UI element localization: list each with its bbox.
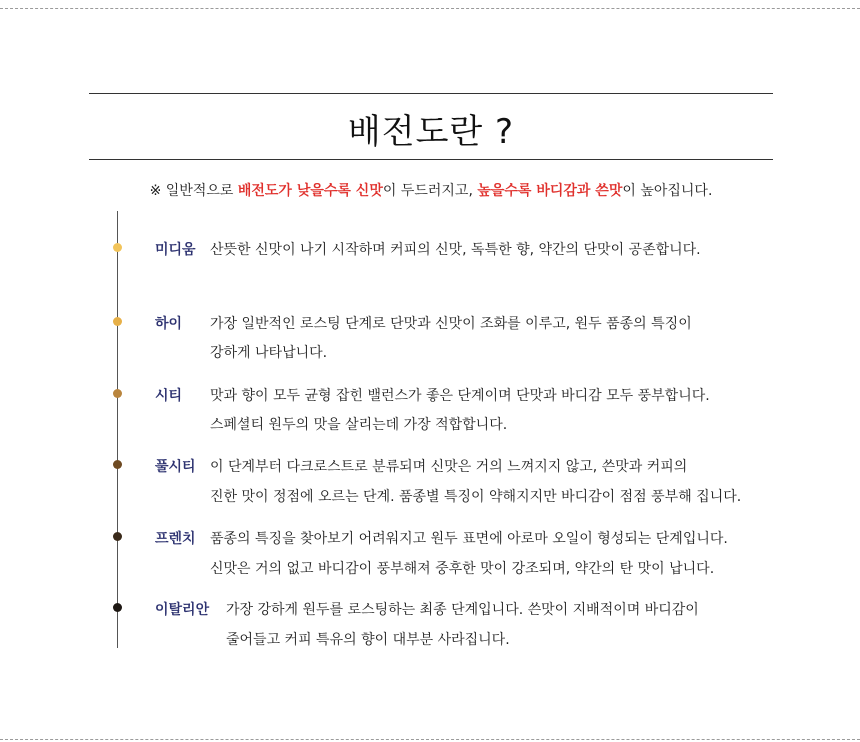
timeline-dot: [113, 243, 122, 252]
level-desc-line: 이 단계부터 다크로스트로 분류되며 신맛은 거의 느껴지지 않고, 쓴맛과 커피의: [210, 459, 688, 475]
level-desc-line: 강하게 나타납니다.: [210, 345, 328, 361]
timeline-dot: [113, 317, 122, 326]
level-desc-line: 신맛은 거의 없고 바디감이 풍부해져 중후한 맛이 강조되며, 약간의 탄 맛이 납니다.: [210, 561, 715, 577]
timeline-dot: [113, 460, 122, 469]
level-name: 하이: [155, 316, 183, 332]
note-highlight-low: 배전도가 낮을수록 신맛: [237, 183, 383, 199]
level-desc-line: 스페셜티 원두의 맛을 살리는데 가장 적합합니다.: [210, 417, 508, 433]
level-name: 미디움: [155, 242, 196, 258]
title-top-rule: [89, 93, 773, 94]
level-desc-line: 맛과 향이 모두 균형 잡힌 밸런스가 좋은 단계이며 단맛과 바디감 모두 풍부합니다.: [210, 388, 710, 404]
level-desc-line: 줄어들고 커피 특유의 향이 대부분 사라집니다.: [226, 632, 510, 648]
bottom-dashed-border: [0, 739, 860, 740]
level-desc-line: 진한 맛이 정점에 오르는 단계. 품종별 특징이 약해지지만 바디감이 점점 풍부해 집니다.: [210, 489, 742, 505]
timeline-line: [117, 211, 118, 648]
level-desc-line: 산뜻한 신맛이 나기 시작하며 커피의 신맛, 독특한 향, 약간의 단맛이 공존합니다.: [210, 242, 701, 258]
page-title: 배전도란 ?: [347, 112, 515, 152]
timeline-dot: [113, 532, 122, 541]
timeline-dot: [113, 389, 122, 398]
note-highlight-high: 높을수록 바디감과 쓴맛: [477, 183, 623, 199]
level-name: 이탈리안: [155, 602, 210, 618]
level-desc-line: 가장 일반적인 로스팅 단계로 단맛과 신맛이 조화를 이루고, 원두 품종의 특징이: [210, 316, 692, 332]
timeline-dot: [113, 603, 122, 612]
top-dashed-border: [0, 8, 860, 9]
level-desc-line: 품종의 특징을 찾아보기 어려워지고 원두 표면에 아로마 오일이 형성되는 단계입니다.: [210, 531, 728, 547]
note-mid: 이 두드러지고,: [382, 183, 478, 199]
level-name: 시티: [155, 388, 183, 404]
level-name: 프렌치: [155, 531, 196, 547]
note-suffix: 이 높아집니다.: [622, 183, 713, 199]
roast-note: [89, 180, 773, 200]
level-name: 풀시티: [155, 459, 196, 475]
note-prefix: ※ 일반적으로: [149, 183, 238, 199]
level-desc-line: 가장 강하게 원두를 로스팅하는 최종 단계입니다. 쓴맛이 지배적이며 바디감이: [226, 602, 699, 618]
title-bottom-rule: [89, 159, 773, 160]
